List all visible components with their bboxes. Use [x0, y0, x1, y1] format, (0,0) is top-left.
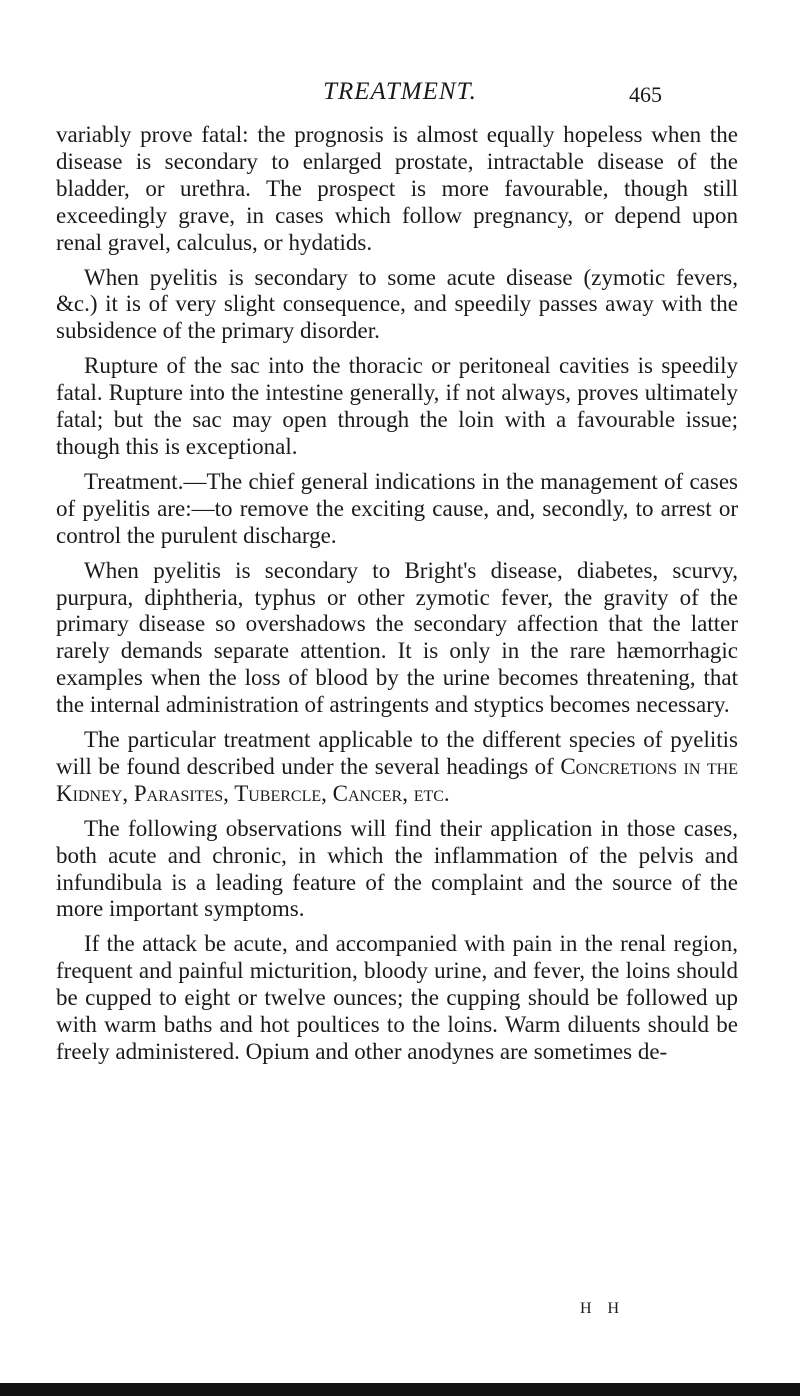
paragraph-observations: The following observations will find their application in those cases, both acute and chronic, in which the inflammation of the pelvis and infundibula is a leading feature of the complaint and the source of the more important symptoms.	[56, 815, 738, 922]
paragraph-acute-attack: If the attack be acute, and accompanied with pain in the renal region, frequent and painful micturition, bloody urine, and fever, the loins should be cupped to eight or twelve ounces; the cupping should be followed up with warm baths and hot poultices to the loins. Warm diluents should be freely administered. Opium and other anodynes are sometimes de-	[56, 931, 738, 1064]
paragraph-brights-disease: When pyelitis is secondary to Bright's disease, diabetes, scurvy, purpura, diphtheria, typhus or other zymotic fever, the gravity of the primary disease so overshadows the secondary affection that the latter rarely demands separate attention. It is only in the rare hæmorrhagic examples when the loss of blood by the urine becomes threatening, that the internal administration of astringents and styptics becomes necessary.	[56, 557, 738, 718]
page-number: 465	[629, 82, 662, 107]
paragraph-particular-treatment	[56, 727, 738, 808]
running-head: TREATMENT.	[323, 78, 477, 105]
paragraph-treatment: Treatment.—The chief general indications in the management of cases of pyelitis are:—to remove the exciting cause, and, secondly, to arrest or control the purulent discharge.	[56, 468, 738, 548]
bottom-edge	[0, 1383, 800, 1396]
particular-treatment-text: The particular treatment applicable to the different species of pyelitis will be found described under the several headings of	[56, 727, 738, 779]
body-text	[56, 122, 738, 1074]
paragraph-secondary-acute: When pyelitis is secondary to some acute disease (zymotic fevers, &c.) it is of very slight consequence, and speedily passes away with the subsidence of the primary disorder.	[56, 264, 738, 344]
headings-list: Concretions in the Kidney, Parasites, Tubercle, Cancer, etc.	[56, 753, 738, 806]
signature-mark: H H	[580, 1300, 626, 1317]
paragraph-prognosis: variably prove fatal: the prognosis is almost equally hopeless when the disease is secondary to enlarged prostate, intractable disease of the bladder, or urethra. The prospect is more favourable, though still exceedingly grave, in cases which follow pregnancy, or depend upon renal gravel, calculus, or hydatids.	[56, 122, 738, 255]
paragraph-rupture: Rupture of the sac into the thoracic or peritoneal cavities is speedily fatal. Rupture into the intestine generally, if not always, proves ultimately fatal; but the sac may open through the loin with a favourable issue; though this is exceptional.	[56, 353, 738, 459]
